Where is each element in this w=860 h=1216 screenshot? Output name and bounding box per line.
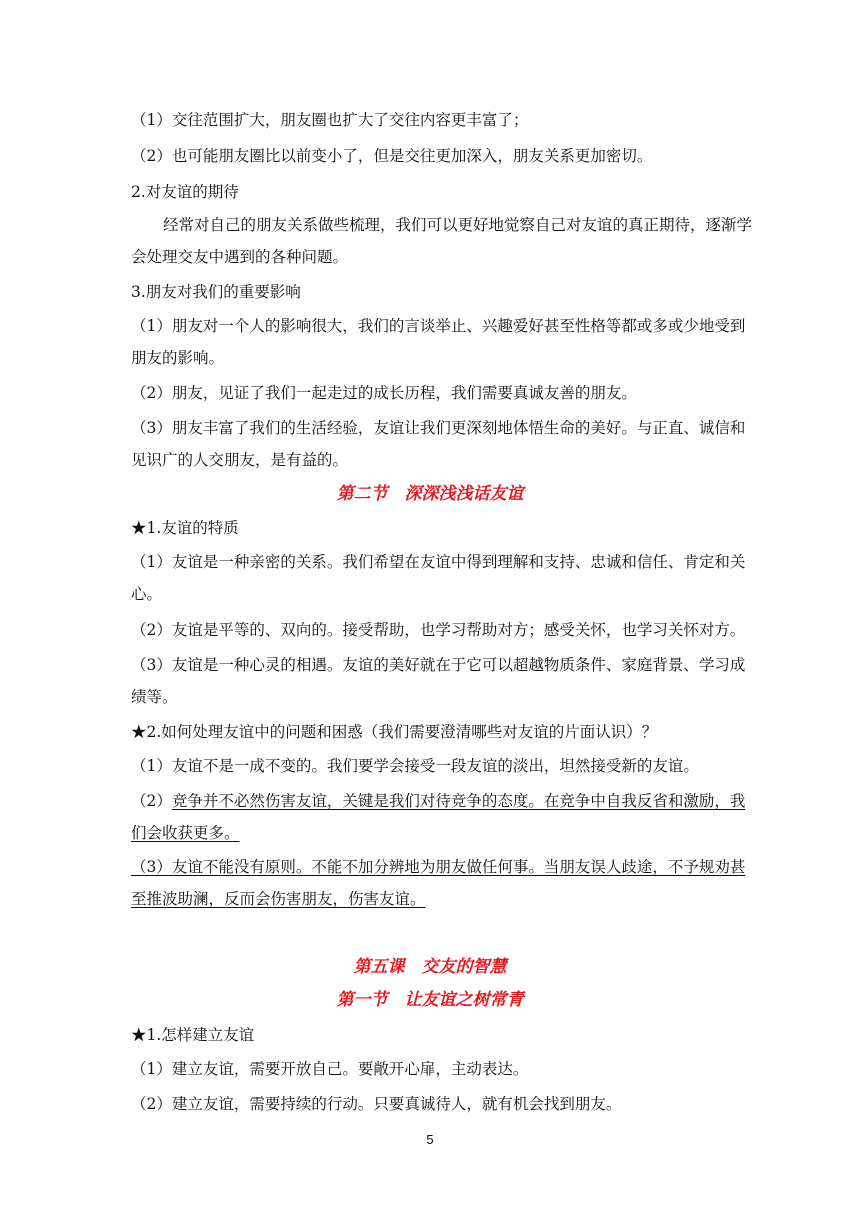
paragraph-line: （2）建立友谊，需要持续的行动。只要真诚待人，就有机会找到朋友。 [131, 1095, 622, 1113]
paragraph-line: 见识广的人交朋友，是有益的。 [131, 451, 349, 469]
page-number: 5 [426, 1132, 434, 1147]
paragraph-line: （2）朋友，见证了我们一起走过的成长历程，我们需要真诚友善的朋友。 [131, 384, 637, 402]
subheading: ★2.如何处理友谊中的问题和困惑（我们需要澄清哪些对友谊的片面认识）？ [131, 723, 658, 741]
underlined-text: 们会收获更多。 [131, 824, 240, 842]
paragraph-line: （1）友谊不是一成不变的。我们要学会接受一段友谊的淡出，坦然接受新的友谊。 [131, 757, 699, 775]
underlined-text: （3）友谊不能没有原则。不能不加分辨地为朋友做任何事。当朋友误人歧途，不予规劝甚 [131, 858, 746, 876]
subheading: 2.对友谊的期待 [131, 183, 239, 201]
paragraph-line: 绩等。 [131, 688, 178, 706]
paragraph-line: （1）友谊是一种亲密的关系。我们希望在友谊中得到理解和支持、忠诚和信任、肯定和关 [131, 553, 746, 571]
paragraph-line [131, 791, 745, 811]
paragraph-line: 经常对自己的朋友关系做些梳理，我们可以更好地觉察自己对友谊的真正期待，逐渐学 [163, 216, 753, 234]
subheading: ★1.友谊的特质 [131, 519, 239, 537]
paragraph-line: （3）朋友丰富了我们的生活经验，友谊让我们更深刻地体悟生命的美好。与正直、诚信和 [131, 419, 746, 437]
underlined-text: 竞争并不必然伤害友谊，关键是我们对待竞争的态度。在竞争中自我反省和激励，我 [171, 792, 746, 810]
subheading: 3.朋友对我们的重要影响 [131, 283, 301, 301]
paragraph-line: （1）朋友对一个人的影响很大，我们的言谈举止、兴趣爱好甚至性格等都或多或少地受到 [131, 317, 746, 335]
paragraph-line: 朋友的影响。 [131, 349, 225, 367]
section-heading: 第二节 深深浅浅话友谊 [336, 484, 524, 504]
paragraph-line: （1）建立友谊，需要开放自己。要敞开心扉，主动表达。 [131, 1060, 529, 1078]
paragraph-line: （1）交往范围扩大，朋友圈也扩大了交往内容更丰富了； [131, 111, 529, 129]
section-heading: 第一节 让友谊之树常青 [336, 990, 524, 1010]
item-number: （2） [131, 792, 172, 810]
paragraph-line: 会处理交友中遇到的各种问题。 [131, 248, 349, 266]
underlined-text: 至推波助澜，反而会伤害朋友，伤害友谊。 [131, 890, 426, 908]
paragraph-line: 心。 [131, 585, 163, 603]
paragraph-line: （2）友谊是平等的、双向的。接受帮助，也学习帮助对方；感受关怀，也学习关怀对方。 [131, 621, 746, 639]
paragraph-line: （3）友谊是一种心灵的相遇。友谊的美好就在于它可以超越物质条件、家庭背景、学习成 [131, 656, 746, 674]
subheading: ★1.怎样建立友谊 [131, 1026, 255, 1044]
paragraph-line: （2）也可能朋友圈比以前变小了，但是交往更加深入，朋友关系更加密切。 [131, 147, 653, 165]
lesson-heading: 第五课 交友的智慧 [353, 957, 507, 977]
